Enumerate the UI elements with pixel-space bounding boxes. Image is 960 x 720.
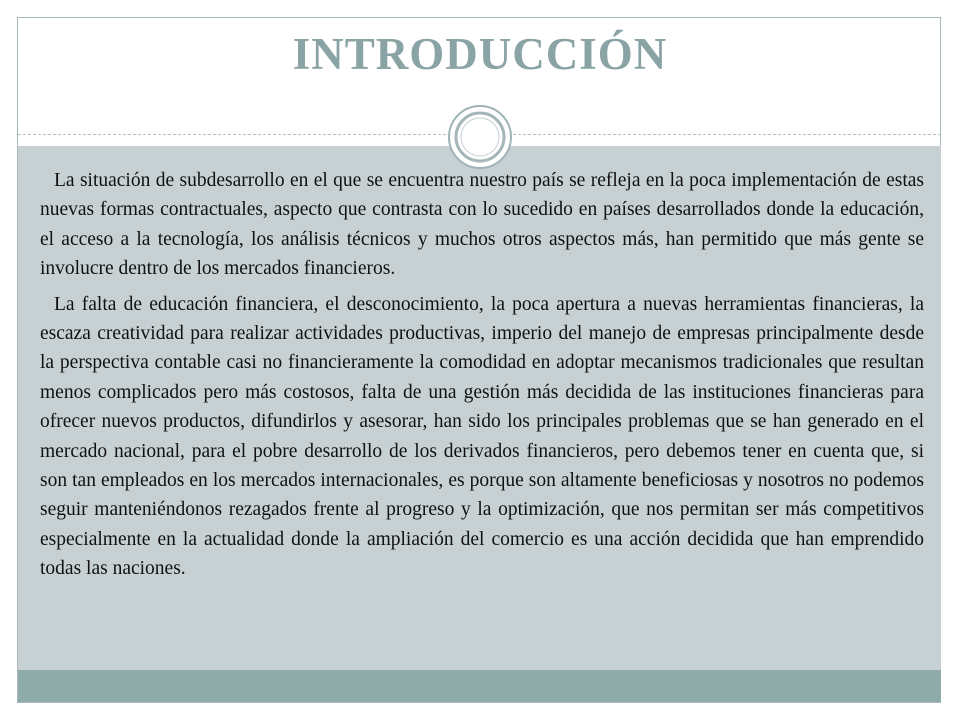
slide-title: INTRODUCCIÓN — [292, 29, 668, 79]
paragraph-2: La falta de educación financiera, el desconocimiento, la poca apertura a nuevas herramientas financieras, la escaza creatividad para realizar actividades productivas, imperio del manejo de empresas principalmente desde la perspectiva contable casi no financieramente la comodidad en adoptar mecanismos tradicionales que resultan menos complicados pero más costosos, falta de una gestión más decidida de las instituciones financieras para ofrecer nuevos productos, difundirlos y asesorar, han sido los principales problemas que se han generado en el mercado nacional, para el pobre desarrollo de los derivados financieros, pero debemos tener en cuenta que, si son tan empleados en los mercados internacionales, es porque son altamente beneficiosas y nosotros no podemos seguir manteniéndonos rezagados frente al progreso y la optimización, que nos permitan ser más competitivos especialmente en la actualidad donde la ampliación del comercio es una acción decidida que han emprendido todas las naciones. — [40, 293, 924, 580]
paragraph-1: La situación de subdesarrollo en el que se encuentra nuestro país se refleja en la poca implementación de estas nuevas formas contractuales, aspecto que contrasta con lo sucedido en países desarrollados donde la educación, el acceso a la tecnología, los análisis técnicos y muchos otros aspectos más, han permitido que más gente se involucre dentro de los mercados financieros. — [40, 170, 924, 280]
footer-band — [18, 670, 941, 702]
body-text — [40, 166, 924, 590]
circle-ornament-icon — [447, 104, 513, 170]
